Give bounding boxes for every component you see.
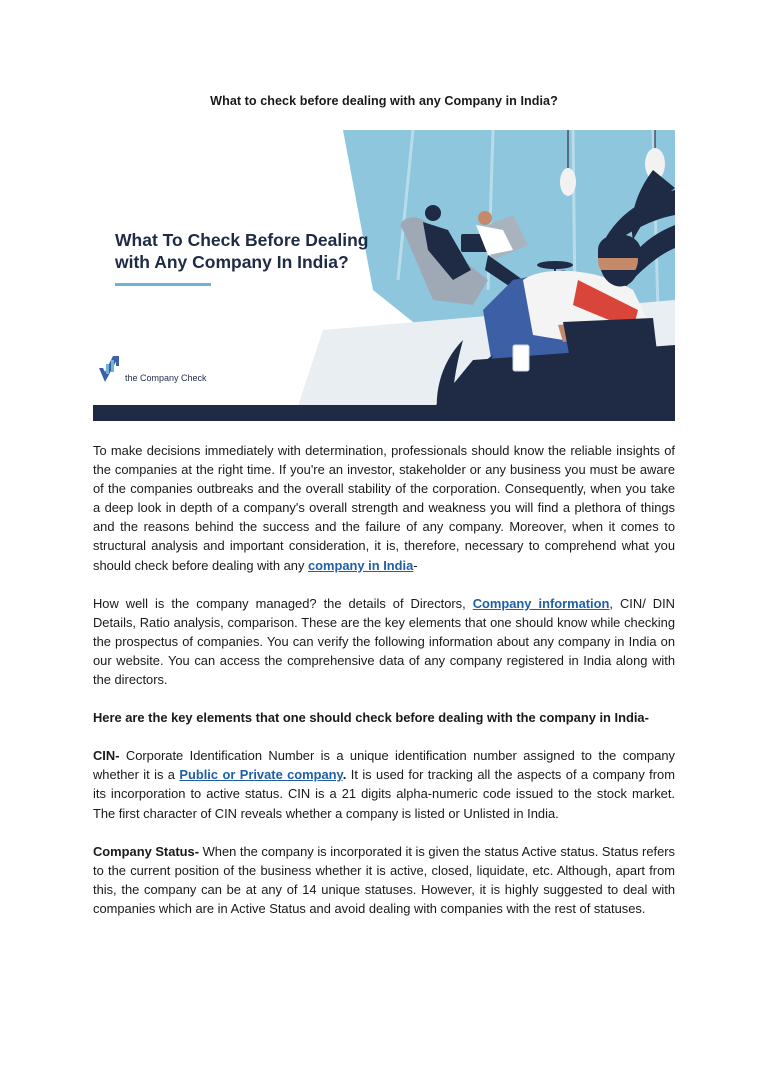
management-paragraph: How well is the company managed? the details of Directors, Company information, CIN/ DIN Details, Ratio analysis, comparison. These are the key elements that one should know while checking the prospectus of companies. You can verify the following information about any company in India on our website. You can access the comprehensive data of any company registered in India along with the directors. [93,595,675,688]
cin-label: CIN- [93,748,120,764]
public-private-company-link[interactable]: Public or Private company [179,767,343,783]
banner-heading-line2: with Any Company In India? [115,252,349,272]
banner-image [93,130,675,421]
banner-underline [115,283,211,286]
cin-paragraph: CIN- Corporate Identification Number is a unique identification number assigned to the company whether it is a Public or Private company. It is used for tracking all the aspects of a company from its incorporation to active status. CIN is a 21 digits alpha-numeric code issued to the stock market. The first character of CIN reveals whether a company is listed or Unlisted in India. [93,748,675,821]
document-title: What to check before dealing with any Company in India? [210,94,558,108]
key-elements-heading: Here are the key elements that one should check before dealing with the company in India- [93,710,649,726]
banner-heading-line1: What To Check Before Dealing [115,230,369,250]
banner-logo-text: the Company Check [125,373,207,383]
company-status-paragraph: Company Status- When the company is incorporated it is given the status Active status. Status refers to the current position of the business whether it is active, closed, liquidate, etc. Although, apart from this, the company can be at any of 14 unique statuses. However, it is highly suggested to deal with companies which are in Active Status and avoid dealing with companies with the rest of statuses. [93,843,675,916]
company-in-india-link[interactable]: company in India [307,557,414,573]
intro-paragraph: To make decisions immediately with determination, professionals should know the reliable insights of the companies at the right time. If you're an investor, stakeholder or any business you must be aware of the companies outbreaks and the overall stability of the corporation. Consequently, when you take a deep look in depth of a company's overall strength and weakness you will find a plethora of things and the reasons behind the success and the failure of any company. Moreover, when it comes to structural analysis and important consideration, it is, therefore, necessary to comprehend what you should check before dealing with any company in India- [93,443,675,573]
company-information-link[interactable]: Company information [472,595,610,611]
company-status-label: Company Status- [93,843,200,859]
document-body [93,441,675,937]
